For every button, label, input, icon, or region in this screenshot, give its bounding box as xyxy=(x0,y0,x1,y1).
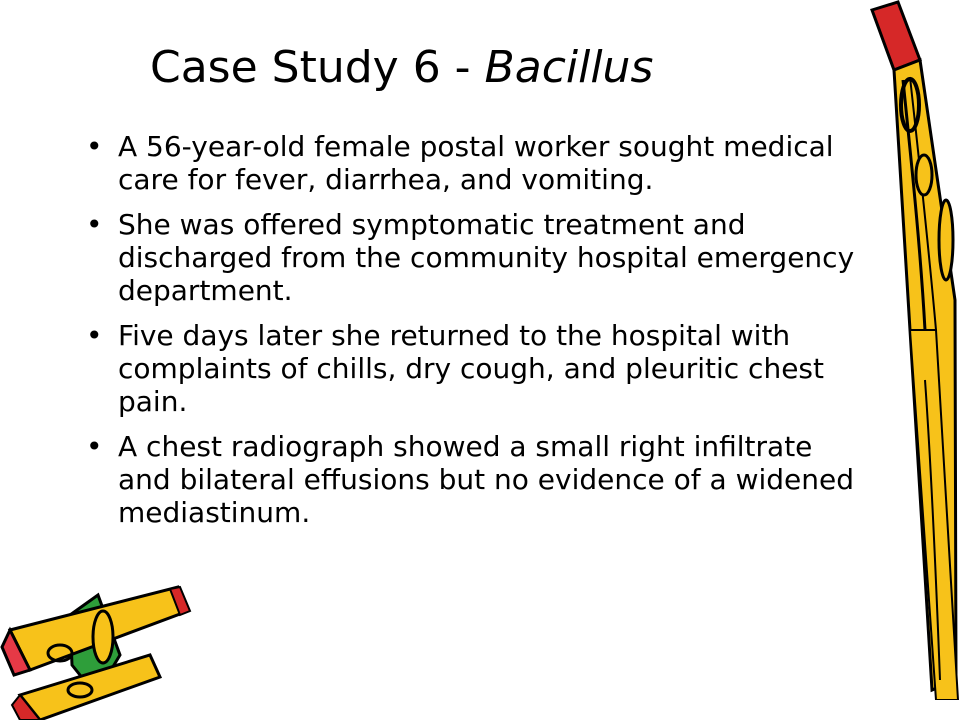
bullet-text: A chest radiograph showed a small right infiltrate and bilateral effusions but no evidence of a widened mediastinum. xyxy=(118,430,855,529)
bullet-text: Five days later she returned to the hospital with complaints of chills, dry cough, and pleuritic chest pain. xyxy=(118,319,824,418)
pencil-clipart-right-icon xyxy=(760,0,960,700)
bullet-item xyxy=(80,430,860,529)
bullet-text: She was offered symptomatic treatment and discharged from the community hospital emergency department. xyxy=(118,208,855,307)
bullet-item xyxy=(80,208,860,307)
bullet-dot: • xyxy=(86,208,103,241)
bullet-list xyxy=(80,130,860,541)
bullet-text: A 56-year-old female postal worker sought medical care for fever, diarrhea, and vomiting. xyxy=(118,130,834,196)
bullet-dot: • xyxy=(86,319,103,352)
title-text: Case Study 6 - xyxy=(150,42,485,93)
title-italic-text: Bacillus xyxy=(484,42,654,93)
pencil-clipart-left-icon xyxy=(0,575,200,720)
slide-title xyxy=(150,42,653,93)
bullet-item xyxy=(80,130,860,196)
bullet-dot: • xyxy=(86,430,103,463)
bullet-item xyxy=(80,319,860,418)
bullet-dot: • xyxy=(86,130,103,163)
